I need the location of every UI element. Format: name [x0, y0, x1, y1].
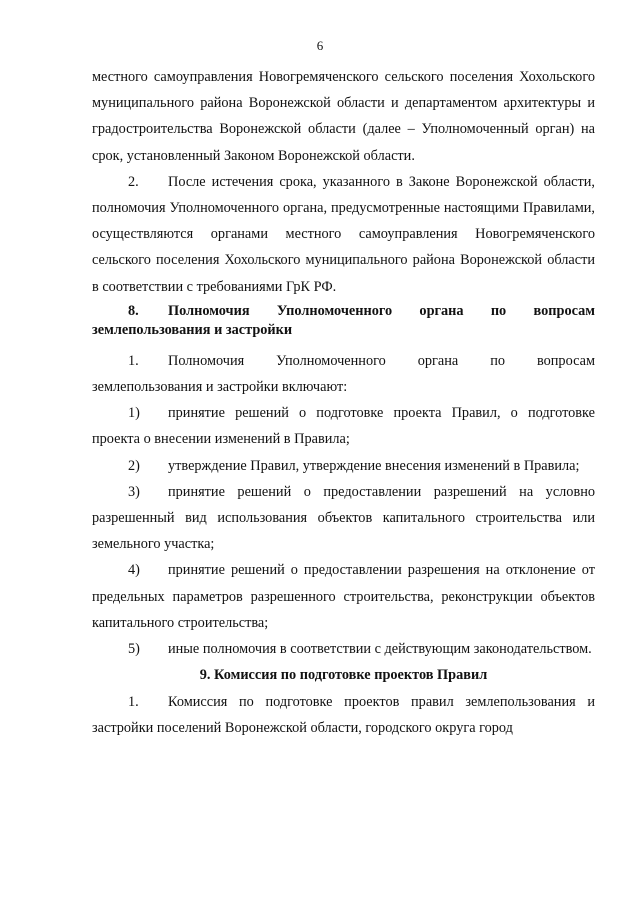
- list-item-text: иные полномочия в соответствии с действующим законодательством.: [168, 641, 592, 658]
- section-title: 9. Комиссия по подготовке проектов Правил: [199, 667, 488, 684]
- paragraph-continuation: [92, 64, 595, 169]
- list-item-4: [92, 557, 595, 636]
- paragraph-9-1: [92, 689, 595, 741]
- item-number: 2.: [128, 173, 139, 190]
- item-number: 1): [128, 405, 140, 422]
- list-item-2: [92, 453, 595, 479]
- section-number: 8.: [128, 302, 139, 319]
- list-item-text: принятие решений о предоставлении разрешения на отклонение от предельных параметров разрешенного строительства, реконструкции объектов капитального строительства;: [92, 562, 595, 631]
- list-item-1: [92, 400, 595, 452]
- spacer: [92, 340, 595, 348]
- list-item-5: [92, 636, 595, 662]
- list-item-text: принятие решений о предоставлении разрешений на условно разрешенный вид использования объектов капитального строительства или земельного участка;: [92, 483, 595, 553]
- paragraph-7-2: [92, 169, 595, 300]
- page-number: 6: [316, 38, 324, 53]
- paragraph-8-1: [92, 348, 595, 400]
- paragraph-text: Полномочия Уполномоченного органа по вопросам землепользования и застройки включают:: [92, 352, 595, 396]
- item-number: 5): [128, 641, 140, 658]
- list-item-3: [92, 479, 595, 558]
- list-item-text: принятие решений о подготовке проекта Правил, о подготовке проекта о внесении изменений в Правила;: [92, 405, 595, 448]
- item-number: 4): [128, 562, 140, 579]
- item-number: 1.: [128, 352, 139, 369]
- section-title: Полномочия Уполномоченного органа по вопросам землепользования и застройки: [92, 302, 595, 338]
- item-number: 2): [128, 457, 140, 474]
- item-number: 3): [128, 483, 140, 500]
- list-item-text: утверждение Правил, утверждение внесения изменений в Правила;: [168, 457, 580, 474]
- section-heading-9: [92, 666, 595, 685]
- paragraph-text: Комиссия по подготовке проектов правил землепользования и застройки поселений Воронежской области, городского округа город: [92, 694, 595, 737]
- paragraph-text: местного самоуправления Новогремяченского сельского поселения Хохольского муниципального района Воронежской области и департаментом архитектуры и градостроительства Воронежской области (далее – Уполномоченный орган) на срок, установленный Законом Воронежской области.: [92, 69, 595, 164]
- section-heading-8: [92, 302, 595, 340]
- paragraph-text: После истечения срока, указанного в Законе Воронежской области, полномочия Уполномоченного органа, предусмотренные настоящими Правилами, осуществляются органами местного самоуправления Новогремяченского сельского поселения Хохольского муниципального района Воронежской области в соответствии с требованиями ГрК РФ.: [92, 173, 595, 295]
- document-body: [92, 64, 595, 742]
- item-number: 1.: [128, 694, 139, 711]
